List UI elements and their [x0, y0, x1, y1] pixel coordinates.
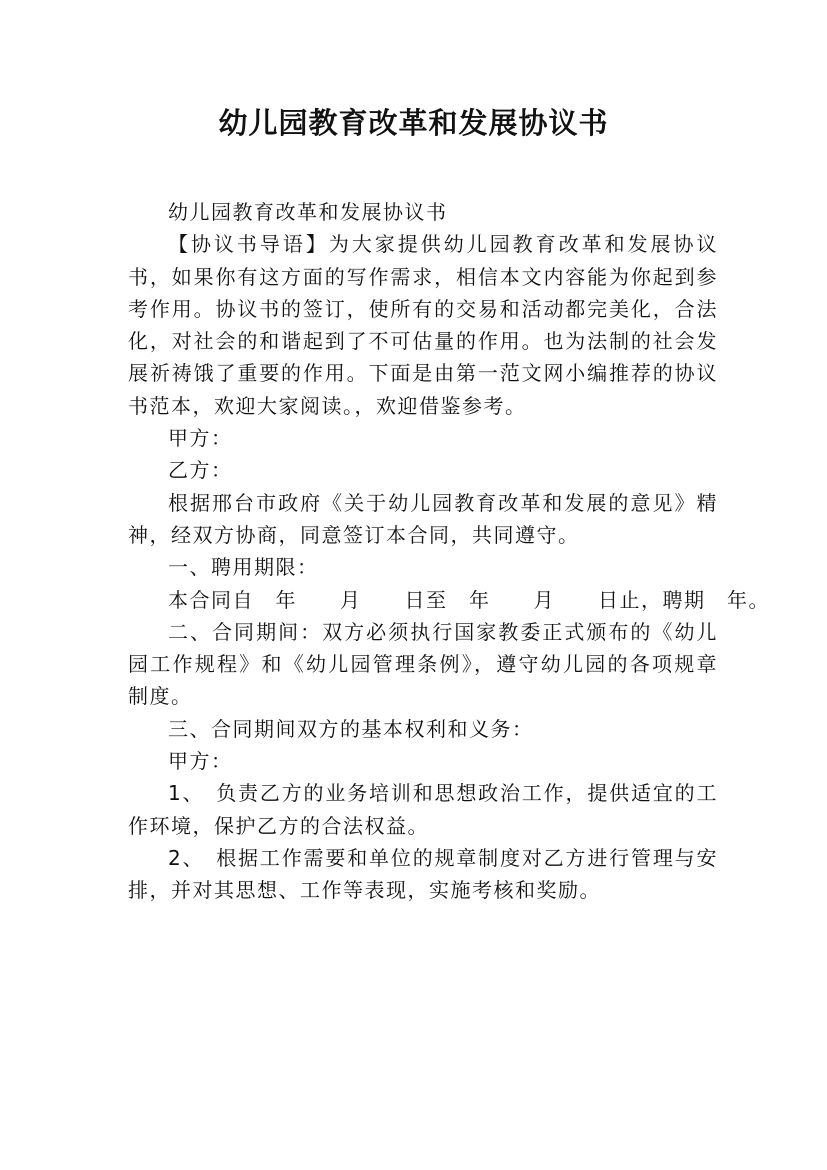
party-b-label: 乙方： — [168, 458, 233, 483]
party-a-label: 甲方： — [168, 426, 233, 451]
duty-item-2: 2、 根据工作需要和单位的规章制度对乙方进行管理与安排，并对其思想、工作等表现，实施考核和奖励。 — [128, 845, 718, 903]
section-1-heading: 一、聘用期限： — [168, 555, 319, 580]
intro-paragraph: 【协议书导语】为大家提供幼儿园教育改革和发展协议书，如果你有这方面的写作需求，相信本文内容能为你起到参考作用。协议书的签订，使所有的交易和活动都完美化，合法化，对社会的和谐起到了不可估量的作用。也为法制的社会发展祈祷饿了重要的作用。下面是由第一范文网小编推荐的协议书范本，欢迎大家阅读。，欢迎借鉴参考。 — [128, 232, 718, 418]
subtitle-paragraph: 幼儿园教育改革和发展协议书 — [168, 200, 448, 224]
document-body — [128, 196, 770, 907]
party-a-duties-label: 甲方： — [168, 749, 233, 774]
document-title: 幼儿园教育改革和发展协议书 — [218, 106, 609, 140]
contract-term-line: 本合同自 年 月 日至 年 月 日止，聘期 年。 — [168, 587, 770, 612]
basis-paragraph: 根据邢台市政府《关于幼儿园教育改革和发展的意见》精神，经双方协商，同意签订本合同，共同遵守。 — [128, 490, 718, 547]
duty-item-1: 1、 负责乙方的业务培训和思想政治工作，提供适宜的工作环境，保护乙方的合法权益。 — [128, 781, 718, 838]
section-3-heading: 三、合同期间双方的基本权利和义务： — [168, 716, 534, 741]
section-2-paragraph: 二、合同期间：双方必须执行国家教委正式颁布的《幼儿园工作规程》和《幼儿园管理条例》，遵守幼儿园的各项规章制度。 — [128, 619, 718, 709]
